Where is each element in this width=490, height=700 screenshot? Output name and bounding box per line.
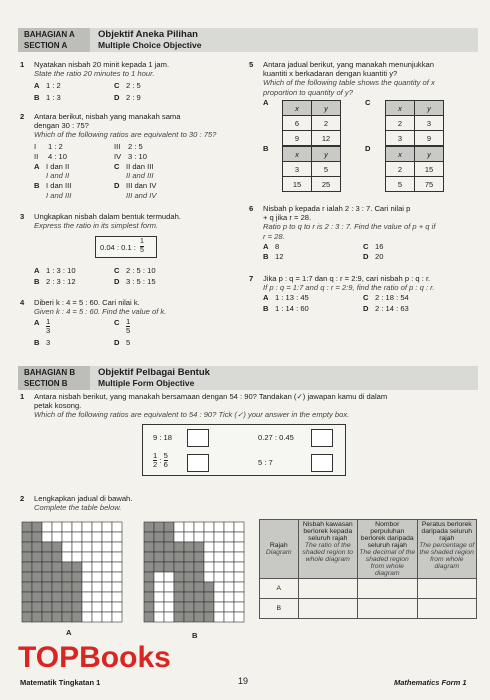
page-number: 19 (238, 676, 249, 686)
grid-cell (42, 542, 52, 552)
grid-cell (234, 582, 244, 592)
grid-cell (82, 562, 92, 572)
grid-cell (194, 562, 204, 572)
q3-fraction: $\frac{1}{5}$ (140, 238, 144, 254)
grid-cell (52, 522, 62, 532)
grid-cell (164, 552, 174, 562)
grid-cell (62, 522, 72, 532)
grid-cell (52, 602, 62, 612)
grid-cell (234, 552, 244, 562)
grid-cell (42, 562, 52, 572)
grid-cell (164, 592, 174, 602)
grid-cell (184, 542, 194, 552)
answer-a-decimal[interactable] (358, 579, 418, 599)
grid-cell (154, 532, 164, 542)
grid-cell (164, 522, 174, 532)
grid-cell (214, 572, 224, 582)
grid-cell (112, 532, 122, 542)
grid-cell (72, 532, 82, 542)
grid-cell (184, 602, 194, 612)
grid-cell (214, 542, 224, 552)
b1-checkbox-4[interactable] (311, 454, 333, 472)
grid-cell (234, 592, 244, 602)
grid-cell (144, 572, 154, 582)
grid-cell (194, 592, 204, 602)
grid-cell (204, 592, 214, 602)
grid-cell (112, 602, 122, 612)
diagram-b (142, 520, 246, 624)
b1-checkbox-2[interactable] (311, 429, 333, 447)
grid-cell (174, 582, 184, 592)
grid-cell (32, 582, 42, 592)
grid-cell (224, 602, 234, 612)
grid-cell (72, 552, 82, 562)
grid-cell (112, 582, 122, 592)
grid-cell (52, 532, 62, 542)
grid-cell (102, 542, 112, 552)
q5-table-c-label: C (365, 98, 371, 107)
grid-cell (112, 612, 122, 622)
grid-cell (72, 592, 82, 602)
b1-checkbox-1[interactable] (187, 429, 209, 447)
grid-cell (184, 592, 194, 602)
grid-cell (82, 572, 92, 582)
answer-b-ratio[interactable] (298, 599, 358, 619)
grid-cell (214, 592, 224, 602)
grid-cell (154, 572, 164, 582)
grid-cell (204, 602, 214, 612)
grid-cell (82, 522, 92, 532)
grid-cell (92, 552, 102, 562)
grid-cell (42, 602, 52, 612)
grid-cell (194, 602, 204, 612)
grid-cell (204, 612, 214, 622)
grid-cell (82, 532, 92, 542)
grid-cell (224, 562, 234, 572)
section-a-label: BAHAGIAN A SECTION A (18, 28, 90, 52)
grid-cell (204, 542, 214, 552)
grid-cell (102, 582, 112, 592)
q5-table-b: x y 3 5 15 25 (282, 146, 341, 192)
grid-cell (224, 532, 234, 542)
grid-cell (174, 552, 184, 562)
grid-cell (42, 522, 52, 532)
grid-cell (154, 562, 164, 572)
grid-cell (102, 602, 112, 612)
grid-cell (42, 582, 52, 592)
grid-cell (174, 542, 184, 552)
grid-cell (22, 572, 32, 582)
grid-cell (144, 582, 154, 592)
grid-cell (92, 602, 102, 612)
grid-cell (164, 542, 174, 552)
grid-cell (174, 602, 184, 612)
grid-cell (164, 562, 174, 572)
grid-cell (92, 562, 102, 572)
grid-cell (144, 522, 154, 532)
q5-table-a-label: A (263, 98, 269, 107)
grid-cell (224, 582, 234, 592)
grid-cell (164, 532, 174, 542)
grid-cell (234, 612, 244, 622)
grid-cell (112, 552, 122, 562)
grid-cell (234, 522, 244, 532)
grid-cell (144, 602, 154, 612)
grid-cell (224, 542, 234, 552)
grid-cell (224, 572, 234, 582)
grid-cell (32, 522, 42, 532)
grid-cell (22, 532, 32, 542)
grid-cell (194, 552, 204, 562)
grid-cell (22, 552, 32, 562)
grid-cell (82, 592, 92, 602)
grid-cell (82, 582, 92, 592)
grid-cell (72, 582, 82, 592)
b2-answer-table: Rajah Diagram Nisbah kawasan berlorek kepada seluruh rajah The ratio of the shaded region to whole diagram Nombor perpuluhan berlorek daripada seluruh rajah The decimal of the shaded region from whole diagram Peratus berlorek daripada seluruh rajah The percentage of the shaded region from whole diagram A B (259, 519, 477, 619)
q5-table-b-label: B (263, 144, 269, 153)
grid-cell (184, 612, 194, 622)
grid-cell (102, 532, 112, 542)
grid-cell (184, 562, 194, 572)
grid-cell (92, 522, 102, 532)
grid-cell (42, 552, 52, 562)
grid-cell (194, 532, 204, 542)
answer-a-ratio[interactable] (298, 579, 358, 599)
grid-cell (102, 552, 112, 562)
section-a-header (18, 28, 478, 52)
grid-cell (194, 542, 204, 552)
grid-cell (224, 612, 234, 622)
grid-cell (214, 602, 224, 612)
section-b-title: Objektif Pelbagai Bentuk Multiple Form Objective (98, 367, 210, 388)
grid-cell (164, 572, 174, 582)
grid-cell (174, 612, 184, 622)
grid-cell (32, 572, 42, 582)
grid-cell (154, 522, 164, 532)
grid-cell (112, 542, 122, 552)
grid-cell (62, 552, 72, 562)
grid-cell (224, 522, 234, 532)
grid-cell (112, 562, 122, 572)
grid-cell (102, 572, 112, 582)
grid-cell (62, 602, 72, 612)
grid-cell (22, 582, 32, 592)
grid-cell (112, 572, 122, 582)
grid-cell (234, 532, 244, 542)
grid-cell (174, 572, 184, 582)
grid-cell (154, 582, 164, 592)
answer-b-percent[interactable] (417, 599, 477, 619)
grid-cell (224, 552, 234, 562)
grid-cell (62, 532, 72, 542)
grid-cell (204, 582, 214, 592)
grid-cell (112, 522, 122, 532)
grid-cell (184, 572, 194, 582)
grid-cell (184, 582, 194, 592)
grid-cell (164, 612, 174, 622)
grid-cell (214, 582, 224, 592)
grid-cell (32, 602, 42, 612)
grid-cell (154, 602, 164, 612)
grid-cell (154, 552, 164, 562)
grid-cell (174, 562, 184, 572)
footer-right: Mathematics Form 1 (394, 678, 467, 687)
q5-table-d: x y 2 15 5 75 (385, 146, 444, 192)
section-b-label: BAHAGIAN B SECTION B (18, 366, 90, 390)
grid-cell (52, 572, 62, 582)
grid-cell (204, 552, 214, 562)
answer-a-percent[interactable] (417, 579, 477, 599)
grid-cell (72, 542, 82, 552)
grid-cell (52, 542, 62, 552)
grid-cell (144, 592, 154, 602)
grid-cell (72, 572, 82, 582)
grid-cell (42, 572, 52, 582)
section-b-header (18, 366, 478, 390)
grid-cell (62, 592, 72, 602)
grid-cell (174, 532, 184, 542)
grid-cell (102, 612, 112, 622)
grid-cell (62, 612, 72, 622)
q5-table-c: x y 2 3 3 9 (385, 100, 444, 146)
grid-cell (154, 612, 164, 622)
grid-cell (214, 552, 224, 562)
grid-cell (224, 592, 234, 602)
q5-table-d-label: D (365, 144, 371, 153)
grid-cell (72, 602, 82, 612)
grid-cell (194, 582, 204, 592)
grid-cell (42, 532, 52, 542)
grid-cell (144, 612, 154, 622)
grid-cell (22, 612, 32, 622)
grid-cell (42, 612, 52, 622)
topbooks-logo: TOPBooks (18, 641, 171, 674)
grid-cell (52, 612, 62, 622)
grid-cell (32, 592, 42, 602)
grid-cell (174, 592, 184, 602)
diagram-b-label: B (192, 631, 198, 640)
grid-cell (154, 592, 164, 602)
grid-cell (32, 552, 42, 562)
grid-cell (92, 582, 102, 592)
grid-cell (102, 562, 112, 572)
grid-cell (62, 572, 72, 582)
grid-cell (204, 522, 214, 532)
grid-cell (102, 522, 112, 532)
footer-left: Matematik Tingkatan 1 (20, 678, 101, 687)
grid-cell (144, 562, 154, 572)
q3-options: A 1 : 3 : 10 C 2 : 5 : 10 B 2 : 3 : 12 D 3 : 5 : 15 (34, 266, 156, 287)
grid-cell (22, 542, 32, 552)
grid-cell (154, 542, 164, 552)
grid-cell (204, 532, 214, 542)
grid-cell (82, 552, 92, 562)
grid-cell (32, 532, 42, 542)
grid-cell (92, 542, 102, 552)
q4-options: A $\frac{1}{3}$ C $\frac{1}{5}$ B 3 D 5 (34, 317, 131, 347)
grid-cell (144, 532, 154, 542)
grid-cell (174, 522, 184, 532)
grid-cell (112, 592, 122, 602)
grid-cell (184, 532, 194, 542)
grid-cell (234, 572, 244, 582)
grid-cell (194, 612, 204, 622)
b1-checkbox-3[interactable] (187, 454, 209, 472)
grid-cell (214, 522, 224, 532)
grid-cell (234, 602, 244, 612)
grid-cell (32, 562, 42, 572)
grid-cell (52, 582, 62, 592)
grid-cell (82, 602, 92, 612)
grid-cell (92, 612, 102, 622)
b1-options-box: 9 : 18 0.27 : 0.45 $\frac{1}{2}$ : $\frac{5}{6}$ 5 : 7 (142, 424, 346, 476)
answer-b-decimal[interactable] (358, 599, 418, 619)
grid-cell (22, 592, 32, 602)
grid-cell (204, 562, 214, 572)
q5-table-a: x y 6 2 9 12 (282, 100, 341, 146)
grid-cell (234, 542, 244, 552)
grid-cell (22, 602, 32, 612)
grid-cell (92, 592, 102, 602)
grid-cell (72, 612, 82, 622)
grid-cell (52, 592, 62, 602)
grid-cell (22, 522, 32, 532)
grid-cell (72, 562, 82, 572)
grid-cell (62, 562, 72, 572)
grid-cell (214, 532, 224, 542)
grid-cell (32, 542, 42, 552)
grid-cell (194, 522, 204, 532)
grid-cell (194, 572, 204, 582)
grid-cell (92, 572, 102, 582)
grid-cell (92, 532, 102, 542)
grid-cell (42, 592, 52, 602)
b1-ratio-3: $\frac{1}{2}$ : $\frac{5}{6}$ (153, 451, 168, 469)
grid-cell (102, 592, 112, 602)
q3-expression-box: 0.04 : 0.1 : $\frac{1}{5}$ (95, 236, 157, 258)
grid-cell (144, 542, 154, 552)
grid-cell (72, 522, 82, 532)
grid-cell (234, 562, 244, 572)
diagram-a (20, 520, 124, 624)
grid-cell (82, 612, 92, 622)
grid-cell (52, 552, 62, 562)
grid-cell (164, 602, 174, 612)
grid-cell (62, 542, 72, 552)
grid-cell (62, 582, 72, 592)
grid-cell (164, 582, 174, 592)
grid-cell (184, 522, 194, 532)
grid-cell (214, 562, 224, 572)
grid-cell (144, 552, 154, 562)
grid-cell (32, 612, 42, 622)
grid-cell (52, 562, 62, 572)
diagram-a-label: A (66, 628, 72, 637)
grid-cell (184, 552, 194, 562)
grid-cell (204, 572, 214, 582)
section-a-title: Objektif Aneka Pilihan Multiple Choice Objective (98, 29, 202, 50)
grid-cell (214, 612, 224, 622)
grid-cell (82, 542, 92, 552)
grid-cell (22, 562, 32, 572)
